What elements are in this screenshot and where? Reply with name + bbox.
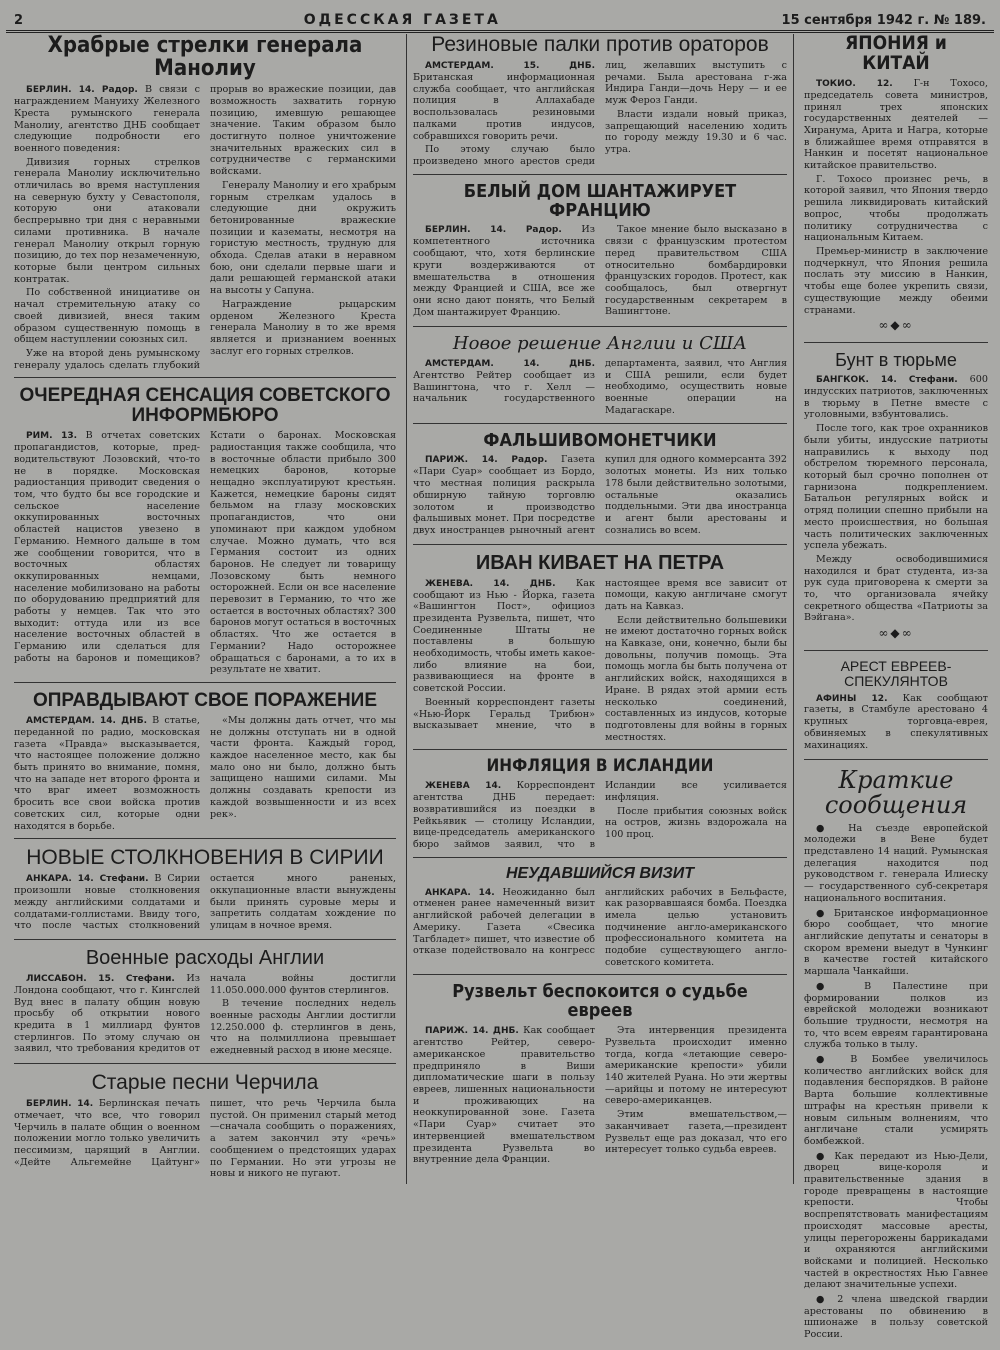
article-body [14,430,396,676]
article-title: Бунт в тюрьме [835,350,957,371]
article-england-expenses [14,948,396,1064]
dateline: БЕРЛИН. 14. Радор. [425,225,562,236]
dateline: ЖЕНЕВА. 14. ДНБ. [425,578,556,589]
article-rubber-batons [413,34,787,175]
article-title: Резиновые палки против ораторов [431,33,769,56]
article-body [14,973,396,1057]
article-counterfeiters [413,429,787,545]
article-body [413,1025,787,1166]
masthead [6,6,994,33]
article-title: Старые песни Черчила [91,1070,319,1094]
dateline: БЕРЛИН. 14. Радор. [26,85,138,96]
article-syria [14,847,396,940]
paragraph: Г. Тохосо произнес речь, в которой заявил, что Япония твердо решила ликвидировать китайский вопрос, чтобы продолжать политику сотрудничества с национальным Китаем. [804,173,988,244]
page-number: 2 [14,13,24,28]
issue-date: 15 сентября 1942 г. № 189. [781,13,986,28]
paragraph: По этому случаю было произведено много арестов среди лиц, желавших выступить с речами. Была арестована г-жа Индира Ганди—дочь Неру — и ее муж Фероз Ганди. [413,60,787,167]
paragraph: В связи с награждением Мануиху Железного Креста румынского генерала Манолиу, агентство ДНБ сообщает следующие подробности его военного поведения: [14,84,200,154]
article-churchill [14,1072,396,1186]
paragraph: В Сирии произошли новые столкновения между английскими солдатами и солдатами-голлистами. Ввиду того, что после частых столкновений остается много раненых, оккупационные власти вынуждены были принять суровые меры и запретить солдатам хождение по улицам в ночное время. [14,873,396,932]
article-body [804,374,988,624]
paragraph: Г-н Тохосо, председатель совета министров, принял трех японских государственных деятелей — Хиранума, Арита и Награ, которые в ближайшее время отправятся в Нанкин и посетят национальное китайское правительство. [804,77,988,172]
dateline: АМСТЕРДАМ. 15. ДНБ. [425,61,595,72]
article-new-decision [413,335,787,423]
article-body [804,78,988,316]
article-body [14,1098,396,1180]
paragraph: Генералу Манолиу и его храбрым горным стрелкам удалось в следующие дни окружить бетонированные вражеские позиции и казематы, несмотря на гористую местность, трудную для обхода. Сделав атаки в неравном бою, они сделали первые шаги и дали решающей германской атаки на высоты у Сапуна. [210,179,396,297]
brief-item: ● Британское информационное бюро сообщает, что многие английские депутаты и сенаторы в скором времени выедут в Чункинг в качестве гостей китайского маршала Чанкайши. [804,907,988,978]
article-manoliu [14,34,396,378]
paragraph: После прибытия союзных войск на остров, жизнь вздорожала на 100 проц. [605,805,787,841]
dateline: ТОКИО. 12. [816,78,893,89]
article-title: Новое решение Англии и США [452,333,748,355]
paragraph: Военный корреспондент газеты «Нью-Йорк Геральд Трибюн» высказывает мнение, что в настоящее время все зависит от помощи, какую англичане смогут дать на Кавказ. [413,577,787,732]
article-title: Храбрые стрелки генерала Манолиу [47,33,363,82]
article-body [413,454,787,537]
article-informburo [14,386,396,683]
paragraph: Британская информационная служба сообщает, что английская полиция в Аллахабаде воспользовалась резиновыми палками против индусов, собравшихся говорить речи. [413,72,595,142]
dateline: ПАРИЖ. 14. ДНБ. [425,1026,519,1037]
paragraph: «Мы должны дать отчет, что мы не должны отступать ни в одной части фронта. Каждый город, каждое населенное место, как бы мало оно ни было, должно быть защищено нашими силами. Мы должны создавать крепости из каждой возвышенности и из всех рек». [210,714,396,820]
article-roosevelt [413,983,787,1171]
article-arrest [804,659,988,760]
paragraph: Премьер-министр в заключение подчеркнул, что Япония решила послать эту миссию в Нанкин, чтобы еще более укрепить связи, существующие между обеими странами. [804,245,988,316]
article-body [413,60,787,168]
dateline: АФИНЫ 12. [816,693,888,704]
dateline: РИМ. 13. [26,431,78,442]
paragraph: Берлинская печать отмечает, что все, что говорил Черчиль в палате общин о военном положении могло только увеличить пессимизм, царящий в Англии. «Дейте Альгемейне Цайтунг» пишет, что речь Черчила была пустой. Он применил старый метод—сначала сообщить о поражениях, а затем закончил эту «речь» сообщением о предстоящих ударах по Германии. Но эти угрозы не новы и никого не пугают. [14,1098,396,1180]
article-body [413,578,787,744]
article-body [413,224,787,320]
paragraph: В статье, переданной по радио, московская газета «Правда» высказывается, что настоящее положение должно быть принято во внимание, помня, что на западе нет второго фронта и что враг имеет возможность бросить все свои войска против советских сил, которые одни находятся в борьбе. [14,714,200,832]
article-ivan-petr [413,553,787,751]
paragraph: После того, как трое охранников были убиты, индусские патриоты направились к выходу под обстрелом тюремного персонала, который был срочно пополнен от гарнизона подкреплением. Батальон регулярных войск и отряд полиции спешно прибыли на место происшествия, но большая часть политических заключенных успела убежать. [804,423,988,552]
article-body [14,873,396,933]
dateline: ПАРИЖ. 14. Радор. [425,455,548,466]
brief-item: ● Как передают из Нью-Дели, дворец вице-короля и правительственные здания в городе превращены в настоящие крепости. Чтобы воспрепятствовать манифестациям происходят массовые аресты, улицы перегорожены баррикадами и охраняются английскими войсками и полицией. Несколько частей в окрестностях Нью Гавнее делают значительные успехи. [804,1150,988,1291]
dateline: БАНГКОК. 14. Стефани. [816,375,958,386]
article-japan-china [804,34,988,343]
article-body [14,84,396,371]
article-body [804,823,988,1341]
article-title: ОЧЕРЕДНАЯ СЕНСАЦИЯ СОВЕТСКОГО ИНФОРМБЮРО [19,385,391,427]
dateline: АНКАРА. 14. [425,887,495,898]
paragraph: Власти издали новый приказ, запрещающий населению ходить по городу между 19.30 и 6 час. утра. [605,108,787,155]
paragraph: Дивизия горных стрелков генерала Манолиу исключительно отличилась во время наступления на северную бухту у Севастополя, которую они атаковали беспрерывно три дня с неравными силами противника. В начале генерал Манолиу открыл горную позицию, до тех пор незамеченную, которые были центром сильных контратак. [14,156,200,285]
paper-title: ОДЕССКАЯ ГАЗЕТА [303,12,501,28]
paragraph: Такое мнение было высказано в связи с французским протестом перед правительством США относительно бомбардировки французских городов. Протест, как сообщалось, был отвергнут государственным секретарем в Вашингтоне. [605,224,787,318]
article-defeat [14,691,396,839]
article-briefs [804,768,988,1350]
article-title: ФАЛЬШИВОМОНЕТЧИКИ [483,429,717,451]
paragraph: Награждение рыцарским орденом Железного Креста генерала Манолиу в то же время является и признанием военных заслуг его горных стрелков. [210,298,396,357]
paragraph: Неожиданно был отменен ранее намеченный визит английской рабочей делегации в Америку. Газета «Свесика Тагбладет» пишет, что известие об отказе подействовало на конгресс английских рабочих в Бельфасте, как разорвавшаяся бомба. Поездка имела целью установить подчинение англо-американского профессионального комитета на подобие существующего англо-советского комитета. [413,886,787,968]
brief-item: ● 2 члена шведской гвардии арестованы по обвинению в шпионаже в пользу советской России. [804,1294,988,1341]
article-white-house [413,180,787,328]
article-title: БЕЛЫЙ ДОМ ШАНТАЖИРУЕТ ФРАНЦИЮ [463,180,737,221]
paragraph: 600 индусских патриотов, заключенных в тюрьму в Петне вместе с уголовными, взбунтовались. [804,374,988,421]
paragraph: В отчетах советских пропагандистов, которые, пред-водительствуют Лозовский, что-то не в порядке. Московская радиостанция приводит сведения о том, что будто бы все городские и сельское население оккупированных восточных областей нацистов увезено в Германию. Немного дальше в том же сообщении говорится, что в восточных областях оккупированных немцами, население мобилизовано на работы по оборудованию предприятий для работы у немцев. Так что это выходит: оттуда или из все население восточных областей в Германию или сделаться для работы на баронов и помещиков? Кстати о баронах. Московская радиостанция также сообщила, что в восточные области прибыло 300 немецких баронов, которые нещадно эксплуатируют крестьян. Кажется, немецкие бароны сидят бельмом на глазу московских пропагандистов, что они упоминают при каждом удобном случае. Можно думать, что вся Германия состоит из одних баронов. Не следует ли товарищу Лозовскому быть немного осторожней. Если он все население перевозит в Германию, то что же остается в восточных областях? 300 баронов могут остаться в восточных областях. Что же остается в Германии? Надо осторожнее обращаться с баронами, а то их в результате не хватит. [14,430,396,676]
column-left [14,34,396,1184]
article-title: ЯПОНИЯ и КИТАЙ [845,32,947,74]
article-iceland [413,758,787,857]
paragraph: Между освободившимися находился и брат студента, из-за рук суда приговорена к смерти за то, что организовала ячейку секретного общества «Патриоты за Вэйгана». [804,553,988,624]
paragraph: Газета «Пари Суар» сообщает из Бордо, что местная полиция раскрыла обширную тайную торговлю золотом и производство фальшивых монет. При посредстве двух иностранцев рыночный агент купил для одного коммерсанта 392 золотых монеты. Из них только 178 были действительно золотыми, остальные оказались поддельными. Эти два иностранца и агент были арестованы и сознались во всем. [413,454,787,536]
paragraph: В течение последних недель военные расходы Англии достигли 12.250.000 ф. стерлингов в день, что на полмиллиона превышает ежедневный расход в июне месяце. [210,998,396,1057]
ornament-divider: ∞◆∞ [878,626,914,641]
paragraph: Агентство Рейтер сообщает из Вашингтона, что г. Хелл — начальник государственного департамента, заявил, что Англия и США решили, если будет необходимо, осуществить новые военные операции на Мадагаскаре. [413,358,787,416]
paragraph: Как сообщают из Нью - Йорка, газета «Вашингтон Пост», официоз президента Рузвельта, пишет, что Соединенные Штаты не поставлены в большую необходимость, чтобы иметь какое-либо влияние на бои, развивающиеся на фронте в советской России. [413,577,595,695]
dateline: АНКАРА. 14. Стефани. [26,874,149,885]
article-body [14,715,396,832]
column-right [804,32,988,1341]
article-title: Рузвельт беспокоится о судьбе евреев [452,981,748,1022]
ornament-divider: ∞◆∞ [878,318,914,333]
paragraph: Этим вмешательством,—заканчивает газета,—президент Рузвельт еще раз доказал, что его интересует только судьба евреев. [605,1109,787,1156]
dateline: АМСТЕРДАМ. 14. ДНБ. [26,715,147,726]
paragraph: Как сообщает агентство Рейтер, северо-американское правительство предприняло в Виши дипломатические шаги в пользу евреев, лишенных национальности и проживающих на неоккупированной зоне. Газета «Пари Суар» считает это интервенцией вмешательством президента Рузвельта во внутренние дела Франции. [413,1025,595,1166]
article-title: Военные расходы Англии [85,946,325,969]
paragraph: Корреспондент агентства ДНБ передает: возвратившийся из поездки в Рейкьявик — столицу Исландии, вице-председатель американского бюро займов заявил, что в Исландии все усиливается инфляция. [413,780,787,851]
paragraph: Из компетентного источника сообщают, что, хотя берлинские круги воздерживаются от вмешательства в отношения между Францией и США, все же они ясно дают понять, что Белый Дом шантажирует Францию. [413,224,595,318]
dateline: БЕРЛИН. 14. [26,1099,94,1110]
dateline: ЛИССАБОН. 15. Стефани. [26,973,175,984]
paragraph: Как сообщают газеты, в Стамбуле арестовано 4 крупных торговца-еврея, обвиняемых в спекулятивных махинациях. [804,692,988,751]
article-title: Краткие сообщения [824,766,968,820]
paragraph: По собственной инициативе он начал стремительную атаку со своей дивизией, внеся таким образом существенную помощь в общем наступлении союзных сил. [14,287,200,346]
article-title: ИНФЛЯЦИЯ В ИСЛАНДИИ [486,756,714,777]
article-body [413,780,787,850]
dateline: АМСТЕРДАМ. 14. ДНБ. [425,359,595,370]
article-title: АРЕСТ ЕВРЕЕВ-СПЕКУЛЯНТОВ [840,658,952,689]
article-prison-riot [804,351,988,651]
dateline: ЖЕНЕВА 14. [425,781,502,792]
article-title: ИВАН КИВАЕТ НА ПЕТРА [475,551,725,574]
paragraph: Если действительно большевики не имеют достаточно горных войск на Кавказе, они, конечно, были бы довольны, получив помощь. Эта помощь могла бы быть получена от английских войск, находящихся в Иране. В рядах этой армии есть несколько соединений, составленных из индусов, которые подготовлены для войны в горных местностях. [605,614,787,743]
article-body [413,887,787,969]
article-body [804,693,988,752]
brief-item: ● В Палестине при формировании полков из еврейской молодежи возникают большие трудности, несмотря на то, что всем евреям гарантирована служба только в тылу. [804,980,988,1051]
article-title: НЕУДАВШИЙСЯ ВИЗИТ [505,864,695,882]
paragraph: Эта интервенция президента Рузвельта происходит именно тогда, когда «летающие северо-американские крепости» убили 140 жителей Руана. Но эти жертвы—арийцы и потому не интересуют северо-американцев. [605,1025,787,1107]
column-middle [406,34,794,1184]
brief-item: ● В Бомбее увеличилось количество английских войск для подавления беспорядков. В районе Варта большие коллективные штрафы на крестьян привели к новым сильным волнениям, что англичане стали усмирять бомбежкой. [804,1054,988,1147]
paragraph: Уже на второй день румынскому генералу удалось сделать глубокий прорыв во вражеские позиции, дав возможность захватить горную позицию, имевшую решающее значение. Таким образом было достигнуто полное уничтожение значительных вражеских сил в сотрудничестве с германскими войсками. [14,84,396,371]
article-title: ОПРАВДЫВАЮТ СВОЕ ПОРАЖЕНИЕ [32,689,378,711]
article-failed-visit [413,866,787,976]
brief-item: ● На съезде европейской молодежи в Вене будет представлено 14 наций. Румынская делегация находится под руководством г. генерала Илиеску — государственного суб-секретаря национального воспитания. [804,822,988,904]
article-title: НОВЫЕ СТОЛКНОВЕНИЯ В СИРИИ [26,846,384,870]
paragraph: Из Лондона сообщают, что г. Кингслей Вуд внес в палату общин новую просьбу об открытии нового кредита в 1 миллиард фунтов стерлингов. По этому случаю он заявил, что требования кредитов от начала войны достигли 11.050.000.000 фунтов стерлингов. [14,972,396,1055]
article-body [413,358,787,417]
